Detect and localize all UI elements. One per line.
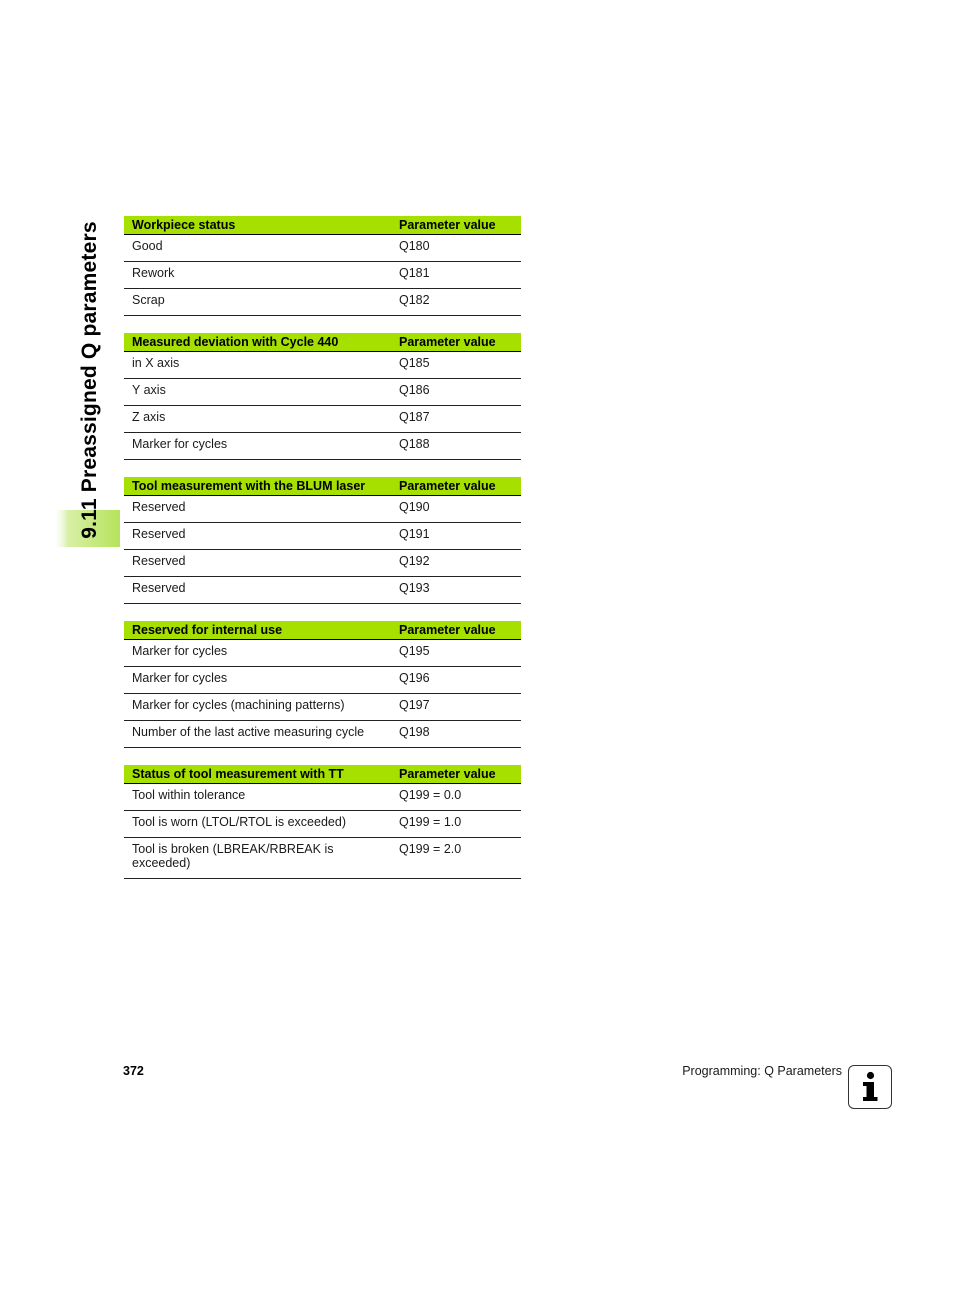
column-header: Parameter value	[391, 765, 521, 784]
table-row	[124, 262, 521, 289]
table-cell: Y axis	[124, 379, 391, 406]
table-header-row	[124, 621, 521, 640]
table-row	[124, 352, 521, 379]
table-cell: Q197	[391, 694, 521, 721]
table-row	[124, 811, 521, 838]
table-row	[124, 289, 521, 316]
table-row	[124, 577, 521, 604]
table-row	[124, 667, 521, 694]
table-cell: Rework	[124, 262, 391, 289]
table-cell: Marker for cycles	[124, 433, 391, 460]
column-header: Workpiece status	[124, 216, 391, 235]
column-header: Parameter value	[391, 216, 521, 235]
table-cell: Reserved	[124, 523, 391, 550]
table-header-row	[124, 216, 521, 235]
table-row	[124, 550, 521, 577]
table-cell: Q186	[391, 379, 521, 406]
info-icon	[848, 1065, 892, 1109]
table-cell: Q195	[391, 640, 521, 667]
column-header: Reserved for internal use	[124, 621, 391, 640]
table-cell: Q180	[391, 235, 521, 262]
table-cell: Q199 = 1.0	[391, 811, 521, 838]
table-cell: Reserved	[124, 550, 391, 577]
table-internal-use	[124, 621, 521, 748]
table-cell: Number of the last active measuring cycle	[124, 721, 391, 748]
column-header: Parameter value	[391, 477, 521, 496]
table-cell: Tool is broken (LBREAK/RBREAK is exceeded)	[124, 838, 391, 879]
table-cell: Reserved	[124, 577, 391, 604]
table-cell: Q185	[391, 352, 521, 379]
table-measured-deviation	[124, 333, 521, 460]
table-cell: Q187	[391, 406, 521, 433]
table-cell: Good	[124, 235, 391, 262]
table-cell: Q190	[391, 496, 521, 523]
table-cell: in X axis	[124, 352, 391, 379]
table-cell: Q191	[391, 523, 521, 550]
table-cell: Z axis	[124, 406, 391, 433]
table-cell: Q188	[391, 433, 521, 460]
table-row	[124, 433, 521, 460]
column-header: Tool measurement with the BLUM laser	[124, 477, 391, 496]
table-row	[124, 523, 521, 550]
table-cell: Reserved	[124, 496, 391, 523]
parameter-tables	[124, 216, 521, 896]
table-cell: Q196	[391, 667, 521, 694]
table-cell: Tool is worn (LTOL/RTOL is exceeded)	[124, 811, 391, 838]
table-row	[124, 379, 521, 406]
table-cell: Scrap	[124, 289, 391, 316]
table-cell: Q198	[391, 721, 521, 748]
chapter-tab-fade	[46, 510, 68, 547]
table-cell: Q199 = 0.0	[391, 784, 521, 811]
column-header: Parameter value	[391, 333, 521, 352]
table-row	[124, 406, 521, 433]
table-row	[124, 838, 521, 879]
table-row	[124, 694, 521, 721]
table-cell: Q199 = 2.0	[391, 838, 521, 879]
table-cell: Q181	[391, 262, 521, 289]
table-cell: Marker for cycles (machining patterns)	[124, 694, 391, 721]
table-row	[124, 721, 521, 748]
footer-chapter-title: Programming: Q Parameters	[682, 1064, 842, 1078]
table-cell: Marker for cycles	[124, 667, 391, 694]
table-row	[124, 784, 521, 811]
column-header: Parameter value	[391, 621, 521, 640]
table-row	[124, 496, 521, 523]
column-header: Measured deviation with Cycle 440	[124, 333, 391, 352]
table-cell: Q182	[391, 289, 521, 316]
table-tt-status	[124, 765, 521, 879]
table-row	[124, 640, 521, 667]
table-cell: Q192	[391, 550, 521, 577]
column-header: Status of tool measurement with TT	[124, 765, 391, 784]
chapter-title: 9.11 Preassigned Q parameters	[78, 221, 101, 539]
table-header-row	[124, 333, 521, 352]
table-blum-laser	[124, 477, 521, 604]
table-header-row	[124, 477, 521, 496]
table-cell: Tool within tolerance	[124, 784, 391, 811]
page-number: 372	[123, 1064, 144, 1078]
table-cell: Marker for cycles	[124, 640, 391, 667]
table-row	[124, 235, 521, 262]
table-header-row	[124, 765, 521, 784]
table-workpiece-status	[124, 216, 521, 316]
table-cell: Q193	[391, 577, 521, 604]
